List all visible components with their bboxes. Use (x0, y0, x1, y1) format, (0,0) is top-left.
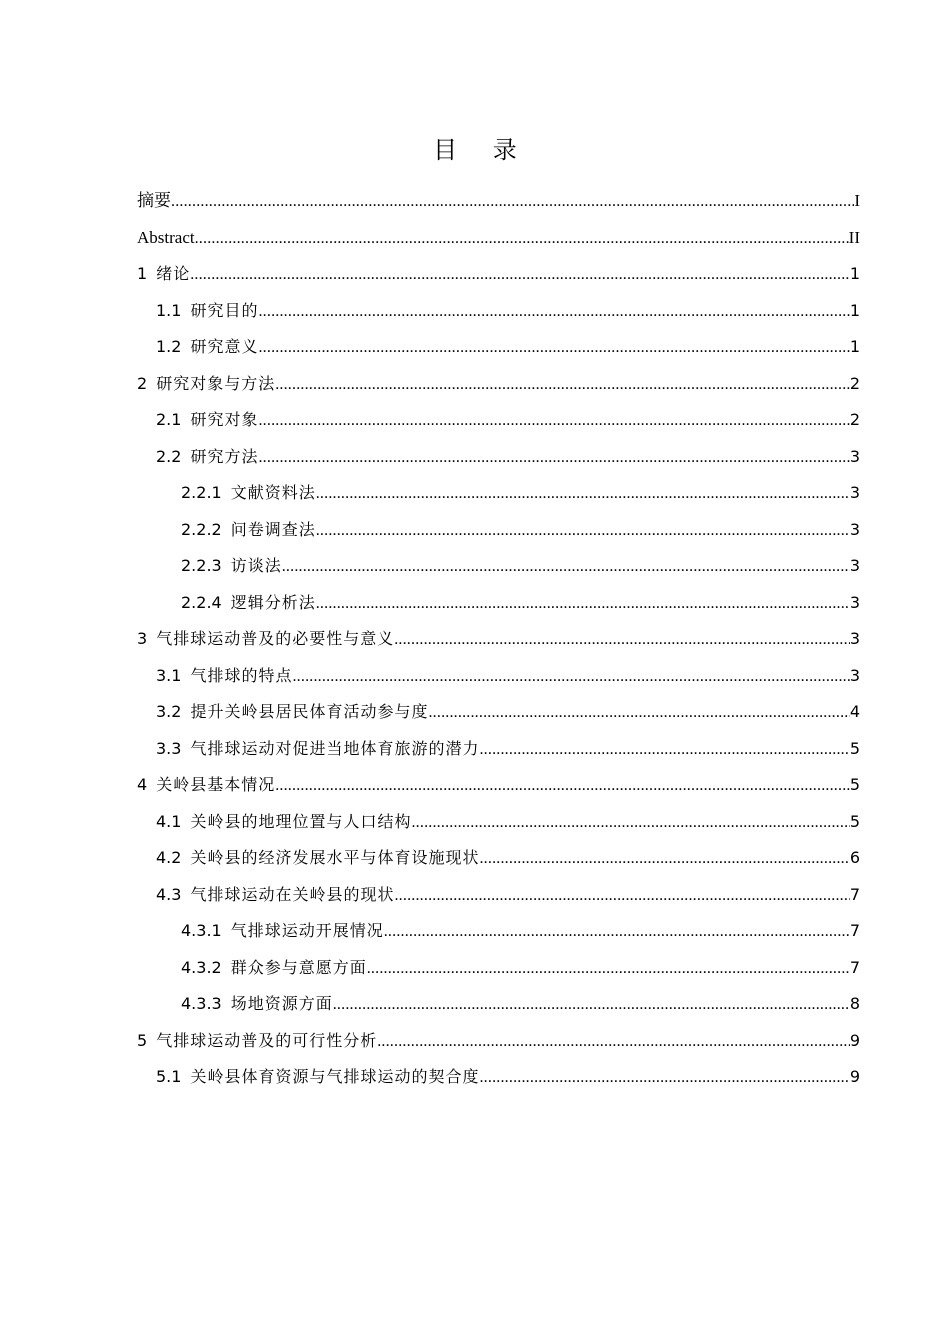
toc-entry-number: 3.3 (156, 738, 182, 758)
toc-entry-label: 研究对象 (190, 410, 259, 429)
toc-entry-label: 关岭县体育资源与气排球运动的契合度 (190, 1067, 480, 1086)
toc-entry-number: 2.2.1 (181, 483, 222, 502)
toc-entry-page: 3 (849, 556, 860, 575)
toc-entry-section-3-3[interactable] (137, 731, 860, 768)
toc-entry-section-1-1[interactable] (137, 293, 860, 330)
toc-entry-page: 7 (849, 921, 860, 940)
toc-entry-section-1-2[interactable] (137, 329, 860, 366)
toc-entry-page: 1 (849, 264, 860, 283)
toc-entry-page: II (848, 227, 860, 247)
toc-entry-label: 场地资源方面 (230, 994, 333, 1013)
toc-entry-page: 3 (849, 665, 860, 685)
toc-entry-label: 研究目的 (190, 300, 259, 320)
dot-leader (367, 951, 850, 987)
toc-entry-label: 访谈法 (230, 556, 282, 575)
toc-entry-page: 2 (849, 410, 860, 429)
toc-entry-label: 气排球运动普及的必要性与意义 (156, 629, 395, 648)
toc-entry-page: 9 (849, 1067, 860, 1086)
dot-leader (479, 841, 849, 877)
toc-entry-page: 3 (849, 519, 860, 539)
toc-entry-label: 关岭县基本情况 (156, 775, 276, 794)
table-of-contents (137, 183, 860, 1096)
toc-title: 目 录 (433, 136, 531, 164)
toc-entry-number: 4.1 (156, 811, 182, 831)
toc-entry-subsection-4-3-3[interactable] (137, 986, 860, 1023)
toc-entry-chapter-5[interactable] (137, 1023, 860, 1060)
toc-entry-label: 气排球运动普及的可行性分析 (156, 1030, 378, 1050)
toc-entry-page: 4 (849, 702, 860, 721)
toc-entry-page: 5 (849, 811, 860, 831)
toc-entry-number: 1 (137, 264, 148, 283)
toc-entry-subsection-2-2-1[interactable] (137, 475, 860, 512)
toc-entry-section-4-3[interactable] (137, 877, 860, 914)
toc-entry-number: 2.2 (156, 446, 182, 466)
toc-entry-page: 5 (849, 775, 860, 794)
toc-entry-section-3-1[interactable] (137, 658, 860, 695)
toc-entry-label: 关岭县的地理位置与人口结构 (190, 811, 412, 831)
toc-entry-number: 1.2 (156, 337, 182, 356)
toc-entry-label: 问卷调查法 (230, 519, 316, 539)
dot-leader (258, 440, 849, 476)
toc-entry-page: 3 (849, 592, 860, 612)
dot-leader (316, 476, 850, 512)
toc-entry-section-5-1[interactable] (137, 1059, 860, 1096)
toc-entry-label: 气排球运动开展情况 (230, 921, 384, 940)
toc-entry-label: Abstract (137, 227, 195, 247)
dot-leader (479, 732, 849, 768)
toc-entry-abstract-cn[interactable] (137, 183, 860, 220)
toc-entry-section-2-1[interactable] (137, 402, 860, 439)
toc-entry-number: 4.3.2 (181, 957, 222, 977)
toc-entry-subsection-4-3-1[interactable] (137, 913, 860, 950)
toc-entry-label: 绪论 (156, 264, 191, 283)
toc-entry-page: 3 (849, 629, 860, 648)
toc-entry-label: 逻辑分析法 (230, 592, 316, 612)
toc-entry-label: 文献资料法 (230, 483, 316, 502)
toc-entry-page: I (854, 191, 860, 210)
toc-entry-chapter-2[interactable] (137, 366, 860, 403)
toc-entry-number: 3.1 (156, 665, 182, 685)
dot-leader (292, 659, 849, 695)
toc-entry-label: 关岭县的经济发展水平与体育设施现状 (190, 848, 480, 867)
dot-leader (428, 695, 849, 731)
toc-entry-number: 2.2.2 (181, 519, 222, 539)
dot-leader (258, 294, 849, 330)
toc-entry-page: 2 (849, 373, 860, 393)
dot-leader (275, 768, 850, 804)
dot-leader (282, 549, 850, 585)
dot-leader (411, 805, 849, 841)
toc-entry-subsection-2-2-4[interactable] (137, 585, 860, 622)
toc-entry-label: 研究对象与方法 (156, 373, 276, 393)
dot-leader (384, 914, 850, 950)
toc-entry-label: 研究方法 (190, 446, 259, 466)
toc-entry-page: 6 (849, 848, 860, 867)
toc-entry-number: 2.2.4 (181, 592, 222, 612)
toc-entry-section-4-2[interactable] (137, 840, 860, 877)
toc-entry-chapter-1[interactable] (137, 256, 860, 293)
toc-entry-subsection-2-2-3[interactable] (137, 548, 860, 585)
toc-entry-number: 2 (137, 373, 148, 393)
dot-leader (171, 184, 854, 220)
toc-entry-number: 4.3.3 (181, 994, 222, 1013)
toc-entry-label: 摘要 (137, 191, 171, 210)
toc-entry-page: 5 (849, 738, 860, 758)
toc-entry-number: 3 (137, 629, 148, 648)
toc-entry-section-2-2[interactable] (137, 439, 860, 476)
toc-entry-label: 研究意义 (190, 337, 259, 356)
dot-leader (394, 622, 850, 658)
dot-leader (316, 513, 850, 549)
toc-entry-abstract-en[interactable] (137, 220, 860, 257)
toc-entry-page: 1 (849, 337, 860, 356)
toc-entry-number: 5.1 (156, 1067, 182, 1086)
toc-entry-section-4-1[interactable] (137, 804, 860, 841)
toc-entry-chapter-4[interactable] (137, 767, 860, 804)
dot-leader (190, 257, 850, 293)
toc-entry-label: 气排球运动在关岭县的现状 (190, 884, 395, 904)
toc-entry-page: 7 (849, 957, 860, 977)
dot-leader (275, 367, 850, 403)
dot-leader (195, 221, 849, 257)
toc-entry-label: 气排球运动对促进当地体育旅游的潜力 (190, 738, 480, 758)
toc-entry-page: 3 (849, 446, 860, 466)
toc-entry-number: 3.2 (156, 702, 182, 721)
toc-entry-page: 8 (849, 994, 860, 1013)
toc-entry-number: 5 (137, 1030, 148, 1050)
toc-entry-number: 4.2 (156, 848, 182, 867)
toc-entry-number: 4 (137, 775, 148, 794)
dot-leader (316, 586, 850, 622)
toc-entry-subsection-4-3-2[interactable] (137, 950, 860, 987)
toc-entry-label: 提升关岭县居民体育活动参与度 (190, 702, 429, 721)
toc-entry-number: 4.3 (156, 884, 182, 904)
dot-leader (479, 1060, 849, 1096)
dot-leader (394, 878, 849, 914)
toc-entry-number: 2.1 (156, 410, 182, 429)
dot-leader (377, 1024, 850, 1060)
toc-entry-page: 1 (849, 300, 860, 320)
toc-entry-label: 气排球的特点 (190, 665, 293, 685)
toc-entry-label: 群众参与意愿方面 (230, 957, 367, 977)
toc-entry-chapter-3[interactable] (137, 621, 860, 658)
toc-entry-page: 3 (849, 483, 860, 502)
toc-entry-number: 1.1 (156, 300, 182, 320)
toc-entry-number: 4.3.1 (181, 921, 222, 940)
dot-leader (258, 403, 849, 439)
toc-entry-page: 7 (849, 884, 860, 904)
toc-entry-section-3-2[interactable] (137, 694, 860, 731)
toc-entry-number: 2.2.3 (181, 556, 222, 575)
dot-leader (258, 330, 849, 366)
toc-entry-subsection-2-2-2[interactable] (137, 512, 860, 549)
dot-leader (333, 987, 850, 1023)
toc-entry-page: 9 (849, 1030, 860, 1050)
